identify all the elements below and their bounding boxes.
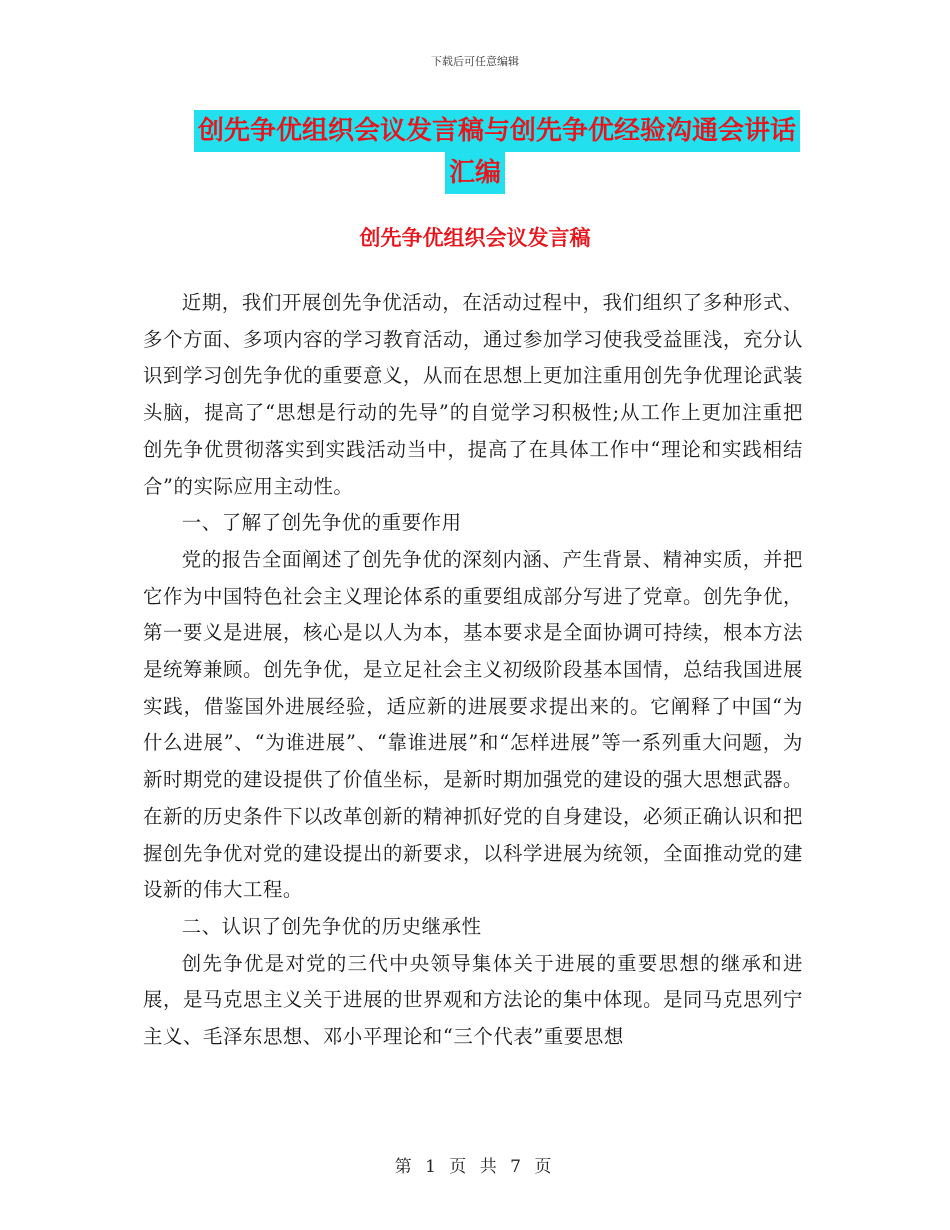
document-title-line-1: 创先争优组织会议发言稿与创先争优经验沟通会讲话: [194, 110, 800, 152]
page-footer: 第 1 页 共 7 页: [394, 1157, 556, 1177]
header-note: 下载后可任意编辑: [431, 55, 519, 68]
heading-1: 一、了解了创先争优的重要作用: [181, 511, 462, 535]
paragraph-intro: 近期，我们开展创先争优活动，在活动过程中，我们组织了多种形式、多个方面、多项内容的学习教育活动，通过参加学习使我受益匪浅，充分认识到学习创先争优的重要意义，从而在思想上更加注重用创先争优理论武装头脑，提高了“思想是行动的先导”的自觉学习积极性;从工作上更加注重把创先争优贯彻落实到实践活动当中，提高了在具体工作中“理论和实践相结合”的实际应用主动性。: [143, 291, 803, 498]
section-title: 创先争优组织会议发言稿: [359, 226, 591, 250]
heading-2: 二、认识了创先争优的历史继承性: [181, 914, 482, 938]
paragraph-1: 党的报告全面阐述了创先争优的深刻内涵、产生背景、精神实质，并把它作为中国特色社会主义理论体系的重要组成部分写进了党章。创先争优，第一要义是进展，核心是以人为本，基本要求是全面协调可持续，根本方法是统筹兼顾。创先争优，是立足社会主义初级阶段基本国情，总结我国进展实践，借鉴国外进展经验，适应新的进展要求提出来的。它阐释了中国“为什么进展”、“为谁进展”、“靠谁进展”和“怎样进展”等一系列重大问题，为新时期党的建设提供了价值坐标，是新时期加强党的建设的强大思想武器。在新的历史条件下以改革创新的精神抓好党的自身建设，必须正确认识和把握创先争优对党的建设提出的新要求，以科学进展为统领，全面推动党的建设新的伟大工程。: [143, 547, 803, 902]
body-text: [143, 285, 803, 1056]
paragraph-2: 创先争优是对党的三代中央领导集体关于进展的重要思想的继承和进展，是马克思主义关于进展的世界观和方法论的集中体现。是同马克思列宁主义、毛泽东思想、邓小平理论和“三个代表”重要思想: [143, 951, 803, 1049]
document-title-line-2: 汇编: [445, 152, 505, 194]
document-title: [0, 110, 950, 194]
